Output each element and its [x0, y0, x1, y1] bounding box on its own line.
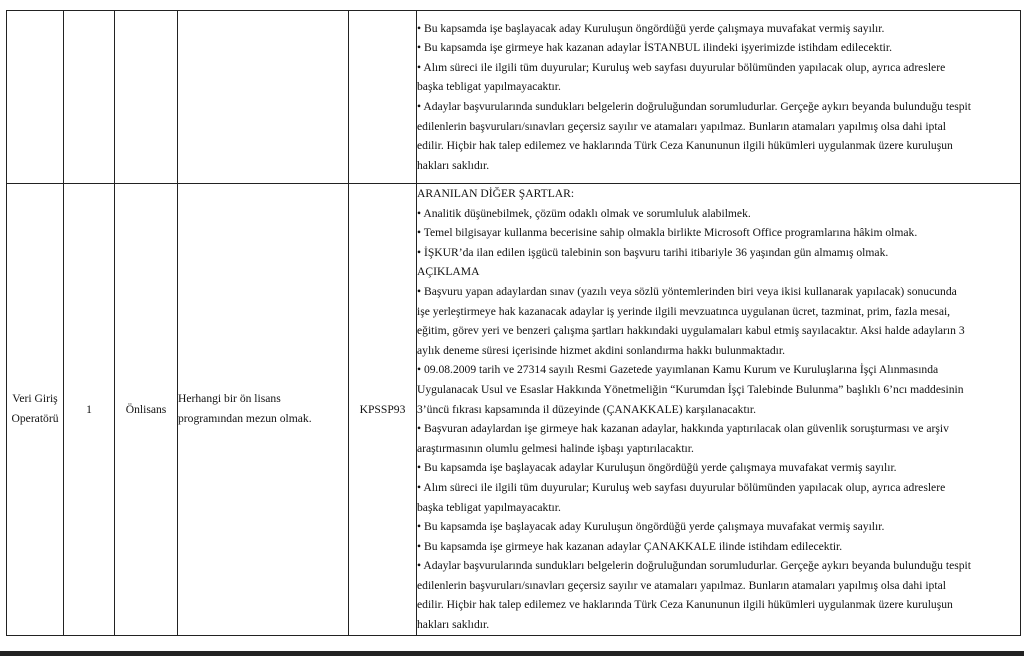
description-line: işe yerleştirmeye hak kazanacak adaylar iş yerinde ilgili mevzuatınca uygulanan ücret, tazminat, prim, fazla mesai, — [417, 304, 951, 318]
description-line: araştırmasının olumlu gelmesi halinde işbaşı yaptırılacaktır. — [417, 441, 694, 455]
description-line: Uygulanacak Usul ve Esaslar Hakkında Yönetmeliğin “Kurumdan İşçi Talebinde Bulunma” başlıklı 6’ncı maddesinin — [417, 382, 964, 396]
qualification-text: programından mezun olmak. — [178, 412, 312, 426]
description-line: • Adaylar başvurularında sundukları belgelerin doğruluğundan sorumludurlar. Gerçeğe aykırı beyanda bulunduğu tespit — [417, 100, 971, 113]
description-line: • Alım süreci ile ilgili tüm duyurular; Kuruluş web sayfası duyurular bölümünden yapılacak olup, ayrıca adreslere — [417, 60, 946, 74]
section-heading: ARANILAN DİĞER ŞARTLAR: — [417, 187, 575, 200]
description-line: • Başvuru yapan adaylardan sınav (yazılı veya sözlü yöntemlerinden biri veya ikisi kullanarak yapılacak) sonucunda — [417, 284, 957, 298]
table-row — [7, 184, 1021, 636]
description-line: • Analitik düşünebilmek, çözüm odaklı olmak ve sorumluluk alabilmek. — [417, 206, 751, 220]
position-cell — [7, 11, 64, 184]
page-bottom-divider — [0, 651, 1024, 656]
description-line: edilir. Hiçbir hak talep edilemez ve haklarında Türk Ceza Kanununun ilgili hükümleri uygulanmak üzere kuruluşun — [417, 139, 953, 153]
count-cell — [64, 11, 115, 184]
description-line: başka tebligat yapılmayacaktır. — [417, 500, 561, 514]
score-type: KPSSP93 — [359, 402, 406, 416]
education-cell — [115, 11, 178, 184]
description-line: • Bu kapsamda işe girmeye hak kazanan adaylar ÇANAKKALE ilinde istihdam edilecektir. — [417, 539, 843, 553]
score-type-cell — [349, 11, 417, 184]
qualification-cell — [178, 11, 349, 184]
description-line: • Adaylar başvurularında sundukları belgelerin doğruluğundan sorumludurlar. Gerçeğe aykırı beyanda bulunduğu tespit — [417, 559, 971, 573]
description-line: edilenlerin başvuruları/sınavları geçersiz sayılır ve atamaları yapılmaz. Bunların atamaları yapılmış olsa dahi iptal — [417, 578, 946, 592]
position-title: Veri Giriş — [12, 392, 58, 406]
qualification-text: Herhangi bir ön lisans — [178, 392, 281, 406]
description-line: hakları saklıdır. — [417, 158, 490, 172]
section-heading: AÇIKLAMA — [417, 265, 480, 279]
description-line: • Bu kapsamda işe başlayacak aday Kuruluşun öngördüğü yerde çalışmaya muvafakat vermiş sayılır. — [417, 21, 885, 35]
education-cell — [115, 184, 178, 636]
description-cell — [417, 11, 1021, 184]
qualification-cell — [178, 184, 349, 636]
job-requirements-table — [6, 10, 1021, 636]
description-line: • Bu kapsamda işe başlayacak aday Kuruluşun öngördüğü yerde çalışmaya muvafakat vermiş sayılır. — [417, 520, 885, 534]
count-cell — [64, 184, 115, 636]
description-line: • Bu kapsamda işe başlayacak adaylar Kuruluşun öngördüğü yerde çalışmaya muvafakat vermiş sayılır. — [417, 461, 897, 475]
position-count: 1 — [86, 402, 92, 416]
description-line: aylık deneme süresi içerisinde hizmet akdini sonlandırma hakkı bulunmaktadır. — [417, 343, 786, 357]
score-type-cell — [349, 184, 417, 636]
description-line: • Alım süreci ile ilgili tüm duyurular; Kuruluş web sayfası duyurular bölümünden yapılacak olup, ayrıca adreslere — [417, 480, 946, 494]
description-line: • Bu kapsamda işe girmeye hak kazanan adaylar İSTANBUL ilindeki işyerimizde istihdam edilecektir. — [417, 41, 893, 55]
description-line: edilir. Hiçbir hak talep edilemez ve haklarında Türk Ceza Kanununun ilgili hükümleri uygulanmak üzere kuruluşun — [417, 598, 953, 612]
description-cell — [417, 184, 1021, 636]
position-cell — [7, 184, 64, 636]
description-line: • Temel bilgisayar kullanma becerisine sahip olmakla birlikte Microsoft Office programlarına hâkim olmak. — [417, 226, 918, 240]
description-line: • İŞKUR’da ilan edilen işgücü talebinin son başvuru tarihi itibariyle 36 yaşından gün almamış olmak. — [417, 245, 889, 259]
position-title: Operatörü — [11, 412, 59, 426]
description-line: • Başvuran adaylardan işe girmeye hak kazanan adaylar, hakkında yaptırılacak olan güvenlik soruşturması ve arşiv — [417, 422, 949, 436]
description-line: eğitim, görev yeri ve benzeri çalışma şartları hakkındaki uygulamaları kabul etmiş sayılacaktır. Aksi halde adayların 3 — [417, 324, 965, 338]
description-line: edilenlerin başvuruları/sınavları geçersiz sayılır ve atamaları yapılmaz. Bunların atamaları yapılmış olsa dahi iptal — [417, 119, 946, 133]
description-line: başka tebligat yapılmayacaktır. — [417, 80, 561, 94]
description-line: hakları saklıdır. — [417, 618, 490, 632]
table-row — [7, 11, 1021, 184]
description-line: • 09.08.2009 tarih ve 27314 sayılı Resmi Gazetede yayımlanan Kamu Kurum ve Kuruluşlarına İşçi Alınmasında — [417, 363, 939, 377]
education-level: Önlisans — [125, 402, 167, 416]
description-line: 3’üncü fıkrası kapsamında il düzeyinde (ÇANAKKALE) karşılanacaktır. — [417, 402, 757, 416]
